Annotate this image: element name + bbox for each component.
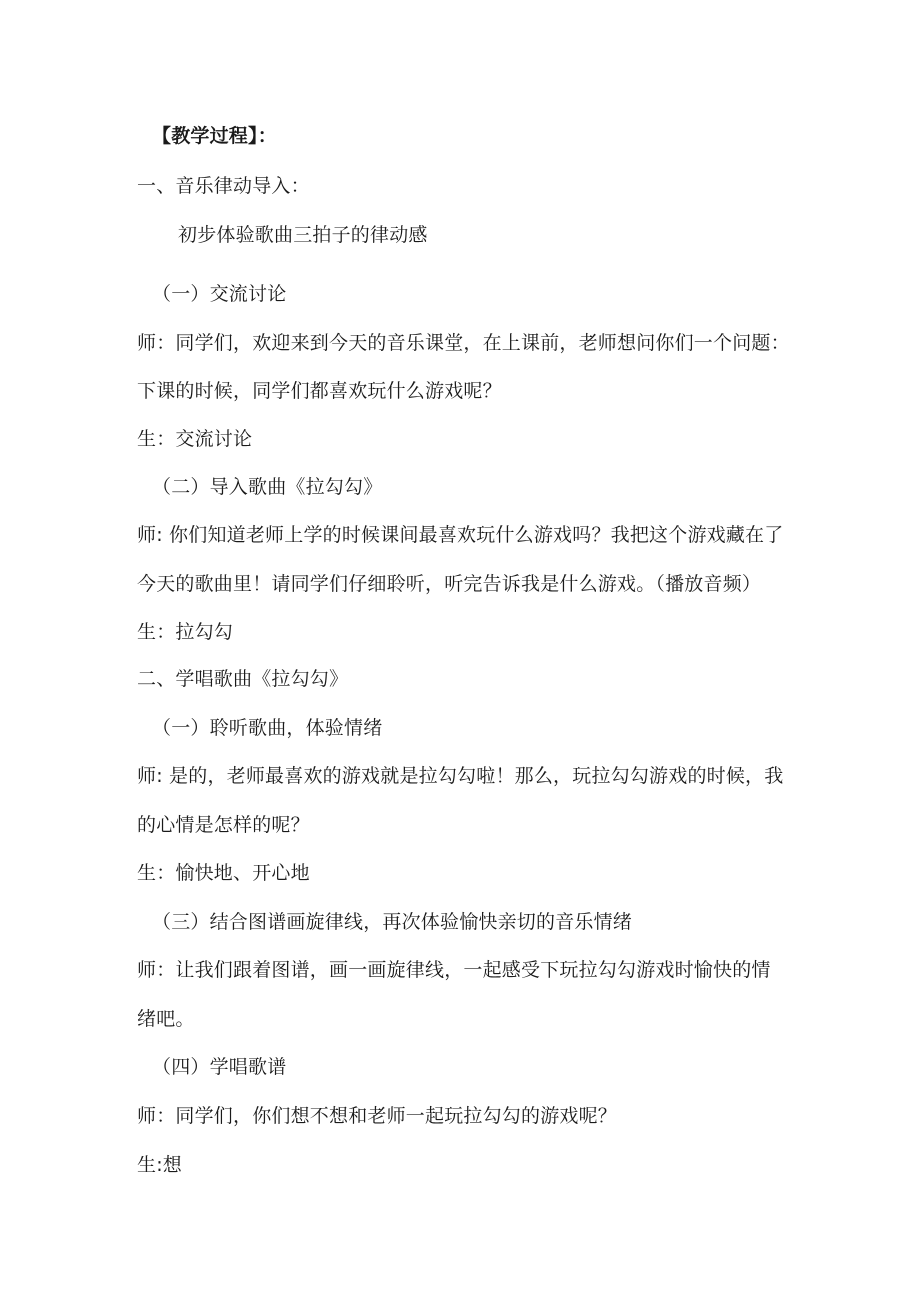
subsection-title: （一）交流讨论 — [152, 283, 287, 305]
paragraph-line: 师：同学们，欢迎来到今天的音乐课堂，在上课前，老师想问你们一个问题： — [137, 332, 790, 354]
paragraph-line: 师：让我们跟着图谱，画一画旋律线，一起感受下玩拉勾勾游戏时愉快的情 — [137, 959, 771, 981]
paragraph-line: 生：愉快地、开心地 — [137, 862, 310, 884]
paragraph-line: 生：拉勾勾 — [137, 621, 234, 643]
paragraph-line: 今天的歌曲里！请同学们仔细聆听，听完告诉我是什么游戏。（播放音频） — [137, 573, 762, 595]
paragraph-line: 师: 你们知道老师上学的时候课间最喜欢玩什么游戏吗？我把这个游戏藏在了 — [137, 524, 784, 546]
paragraph-line: 下课的时候，同学们都喜欢玩什么游戏呢？ — [137, 380, 502, 402]
section-heading: 【教学过程】： — [152, 125, 277, 147]
subsection-title: （二）导入歌曲《拉勾勾》 — [152, 476, 383, 498]
paragraph-line: 绪吧。 — [137, 1008, 195, 1030]
paragraph-line: 师：同学们，你们想不想和老师一起玩拉勾勾的游戏呢？ — [137, 1105, 618, 1127]
paragraph-line: 初步体验歌曲三拍子的律动感 — [178, 224, 428, 246]
section-title-music-rhythm: 一、音乐律动导入： — [137, 175, 310, 197]
subsection-title: （三）结合图谱画旋律线，再次体验愉快亲切的音乐情绪 — [152, 911, 633, 933]
subsection-title: （一）聆听歌曲，体验情绪 — [152, 717, 383, 739]
paragraph-line: 的心情是怎样的呢？ — [137, 814, 310, 836]
paragraph-line: 生:想 — [137, 1154, 183, 1176]
paragraph-line: 师: 是的，老师最喜欢的游戏就是拉勾勾啦！那么，玩拉勾勾游戏的时候，我 — [137, 765, 784, 787]
subsection-title: （四）学唱歌谱 — [152, 1056, 287, 1078]
paragraph-line: 生：交流讨论 — [137, 428, 253, 450]
section-title-learn-song: 二、学唱歌曲《拉勾勾》 — [137, 668, 349, 690]
